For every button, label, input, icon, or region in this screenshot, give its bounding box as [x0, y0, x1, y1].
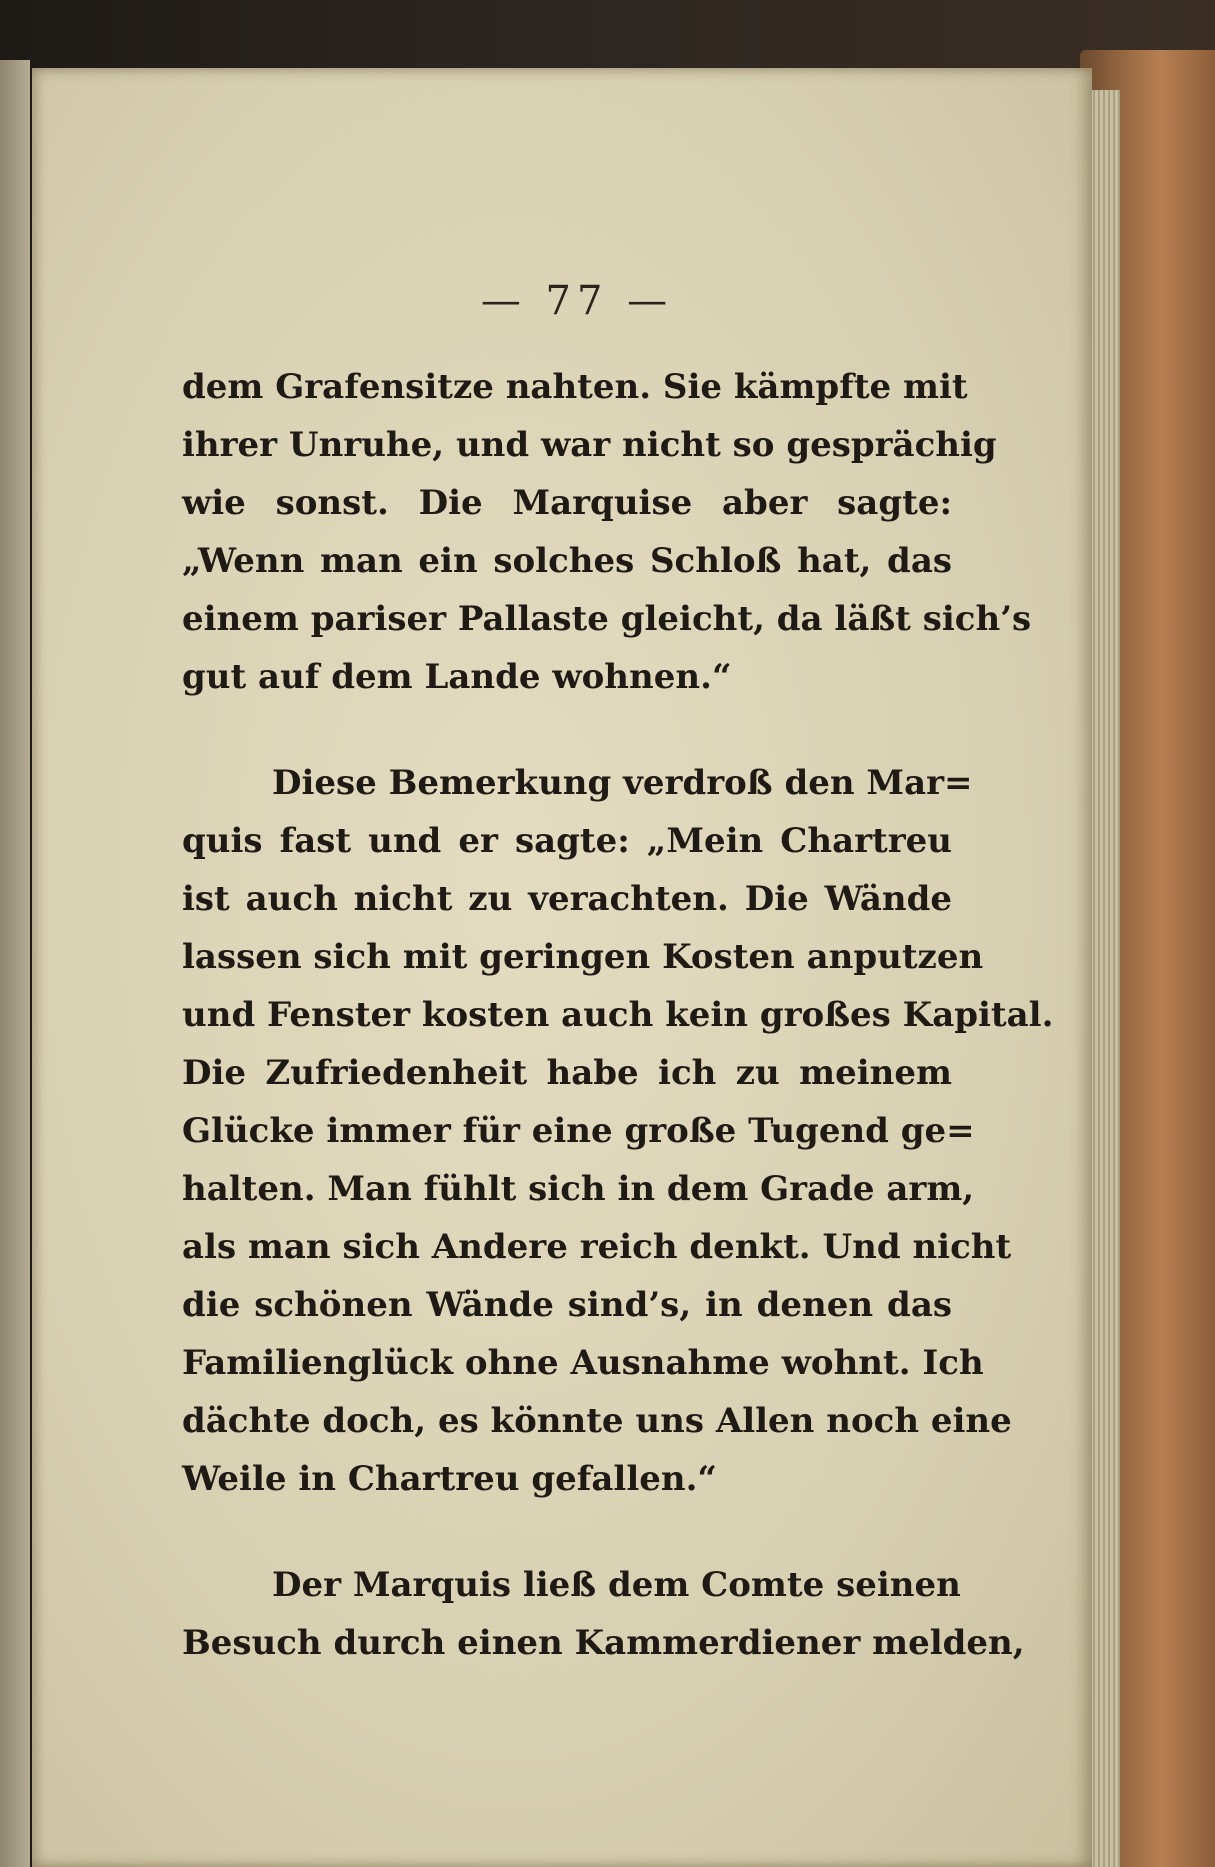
text-line: wie sonst. Die Marquise aber sagte:	[182, 483, 952, 523]
text-line: dächte doch, es könnte uns Allen noch eine	[182, 1401, 1012, 1441]
text-line: ihrer Unruhe, und war nicht so gesprächig	[182, 425, 997, 465]
text-line: die schönen Wände sind’s, in denen das	[182, 1285, 952, 1325]
paragraph-3	[182, 1556, 1025, 1672]
paragraph-2	[182, 754, 1054, 1508]
text-line: als man sich Andere reich denkt. Und nicht	[182, 1227, 1012, 1267]
previous-page-edge	[0, 60, 30, 1867]
text-line: dem Grafensitze nahten. Sie kämpfte mit	[182, 367, 968, 407]
paragraph-1	[182, 358, 1032, 706]
text-line: und Fenster kosten auch kein großes Kapital.	[182, 995, 1054, 1035]
text-line: halten. Man fühlt sich in dem Grade arm,	[182, 1169, 975, 1209]
text-line: ist auch nicht zu verachten. Die Wände	[182, 879, 952, 919]
text-line: einem pariser Pallaste gleicht, da läßt sich’s	[182, 599, 1032, 639]
text-line: Besuch durch einen Kammerdiener melden,	[182, 1623, 1025, 1663]
text-line: „Wenn man ein solches Schloß hat, das	[182, 541, 952, 581]
page-number: — 77 —	[480, 278, 674, 324]
text-line: gut auf dem Lande wohnen.“	[182, 657, 732, 697]
text-line: Familienglück ohne Ausnahme wohnt. Ich	[182, 1343, 984, 1383]
text-line: lassen sich mit geringen Kosten anputzen	[182, 937, 984, 977]
text-line: quis fast und er sagte: „Mein Chartreu	[182, 821, 952, 861]
book-page	[32, 68, 1092, 1867]
text-line: Die Zufriedenheit habe ich zu meinem	[182, 1053, 952, 1093]
text-line: Der Marquis ließ dem Comte seinen	[272, 1565, 961, 1605]
page-text	[182, 358, 1054, 1672]
text-line: Weile in Chartreu gefallen.“	[182, 1459, 717, 1499]
text-line: Diese Bemerkung verdroß den Mar=	[272, 763, 973, 803]
text-line: Glücke immer für eine große Tugend ge=	[182, 1111, 975, 1151]
